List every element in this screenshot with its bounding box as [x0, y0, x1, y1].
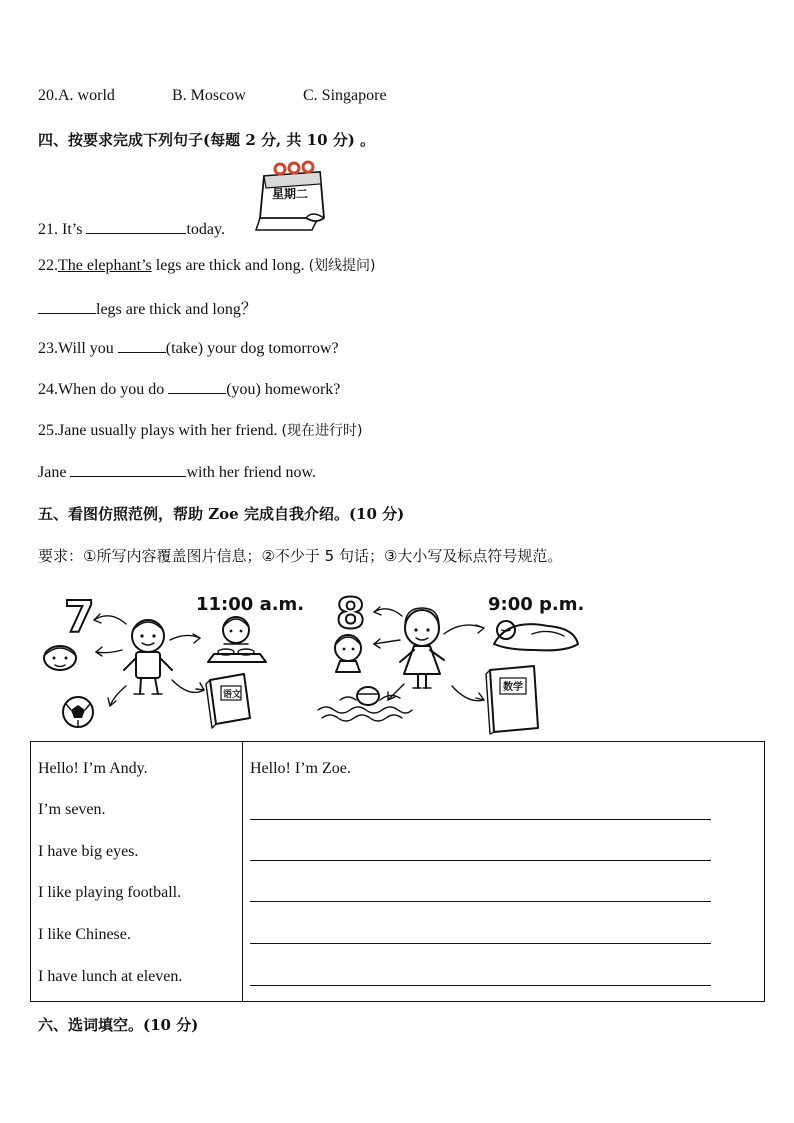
calendar-illustration [246, 160, 330, 232]
q24-prefix: 24.When do you do [38, 381, 169, 398]
q20-option-c[interactable]: C. Singapore [303, 87, 387, 104]
q25-note: (现在进行时) [281, 423, 363, 439]
andy-lunch-time: 11:00 a.m. [196, 594, 305, 615]
example-line-2: I’m seven. [38, 801, 106, 818]
zoe-picture [312, 588, 584, 734]
calendar-label: 星期二 [272, 187, 309, 201]
writing-line-3[interactable] [250, 901, 711, 902]
q21-line [38, 219, 225, 239]
writing-line-4[interactable] [250, 943, 711, 944]
example-line-4: I like playing football. [38, 884, 182, 901]
section5-requirements: 要求：①所写内容覆盖图片信息；②不少于 5 句话；③大小写及标点符号规范。 [38, 547, 563, 565]
intro-table [30, 741, 765, 1002]
girl-figure [400, 608, 444, 688]
writing-line-2[interactable] [250, 860, 711, 861]
q22-underlined-phrase: The elephant’s [58, 257, 152, 274]
example-line-6: I have lunch at eleven. [38, 968, 183, 985]
q25-answer-suffix: with her friend now. [186, 464, 317, 481]
zoe-intro-first-line: Hello! I’m Zoe. [250, 760, 351, 777]
q23-line [38, 338, 339, 358]
q20-option-b[interactable]: B. Moscow [172, 87, 246, 104]
q22-number: 22. [38, 257, 58, 274]
q23-blank[interactable] [118, 338, 166, 353]
q22-note: (划线提问) [308, 258, 376, 274]
writing-line-5[interactable] [250, 985, 711, 986]
section6-heading: 六、选词填空。(10 分) [38, 1016, 199, 1034]
q20-options [38, 87, 115, 105]
example-line-3: I have big eyes. [38, 843, 139, 860]
q25-answer-blank[interactable] [70, 462, 186, 477]
q25-prefix: 25.Jane usually plays with her friend. [38, 422, 282, 439]
q20-option-a[interactable]: A. world [58, 87, 115, 104]
zoe-age-number: 8 [336, 589, 366, 638]
section5-heading: 五、看图仿照范例，帮助 Zoe 完成自我介绍。(10 分) [38, 505, 405, 523]
q21-prefix: 21. It’s [38, 221, 87, 238]
zoe-book-label: 数学 [503, 682, 523, 693]
q21-blank[interactable] [86, 219, 186, 234]
example-column [31, 742, 243, 1002]
section4-heading: 四、按要求完成下列句子(每题 2 分, 共 10 分) 。 [38, 131, 376, 149]
andy-age-number: 7 [64, 592, 95, 643]
q24-suffix: (you) homework? [226, 381, 341, 398]
q22-rest: legs are thick and long. [151, 257, 309, 274]
q25-answer-prefix: Jane [38, 464, 71, 481]
q21-suffix: today. [186, 221, 225, 238]
q25-answer-line [38, 462, 316, 482]
writing-line-1[interactable] [250, 819, 711, 820]
q22-answer-line [38, 296, 257, 319]
q23-prefix: 23.Will you [38, 340, 118, 357]
example-line-1: Hello! I’m Andy. [38, 760, 148, 777]
q23-suffix: (take) your dog tomorrow? [165, 340, 339, 357]
zoe-bed-time: 9:00 p.m. [488, 594, 585, 615]
example-line-5: I like Chinese. [38, 926, 131, 943]
boy-figure [124, 620, 172, 694]
q22-line [38, 255, 376, 275]
answer-column [243, 742, 765, 1002]
q24-blank[interactable] [168, 379, 226, 394]
andy-picture [38, 588, 308, 730]
q22-answer-blank[interactable] [38, 299, 96, 314]
q24-line [38, 379, 340, 399]
andy-book-label: 语文 [223, 690, 242, 700]
q22-answer-rest: legs are thick and long？ [96, 301, 257, 318]
q20-number: 20. [38, 87, 58, 104]
q25-line [38, 420, 362, 440]
